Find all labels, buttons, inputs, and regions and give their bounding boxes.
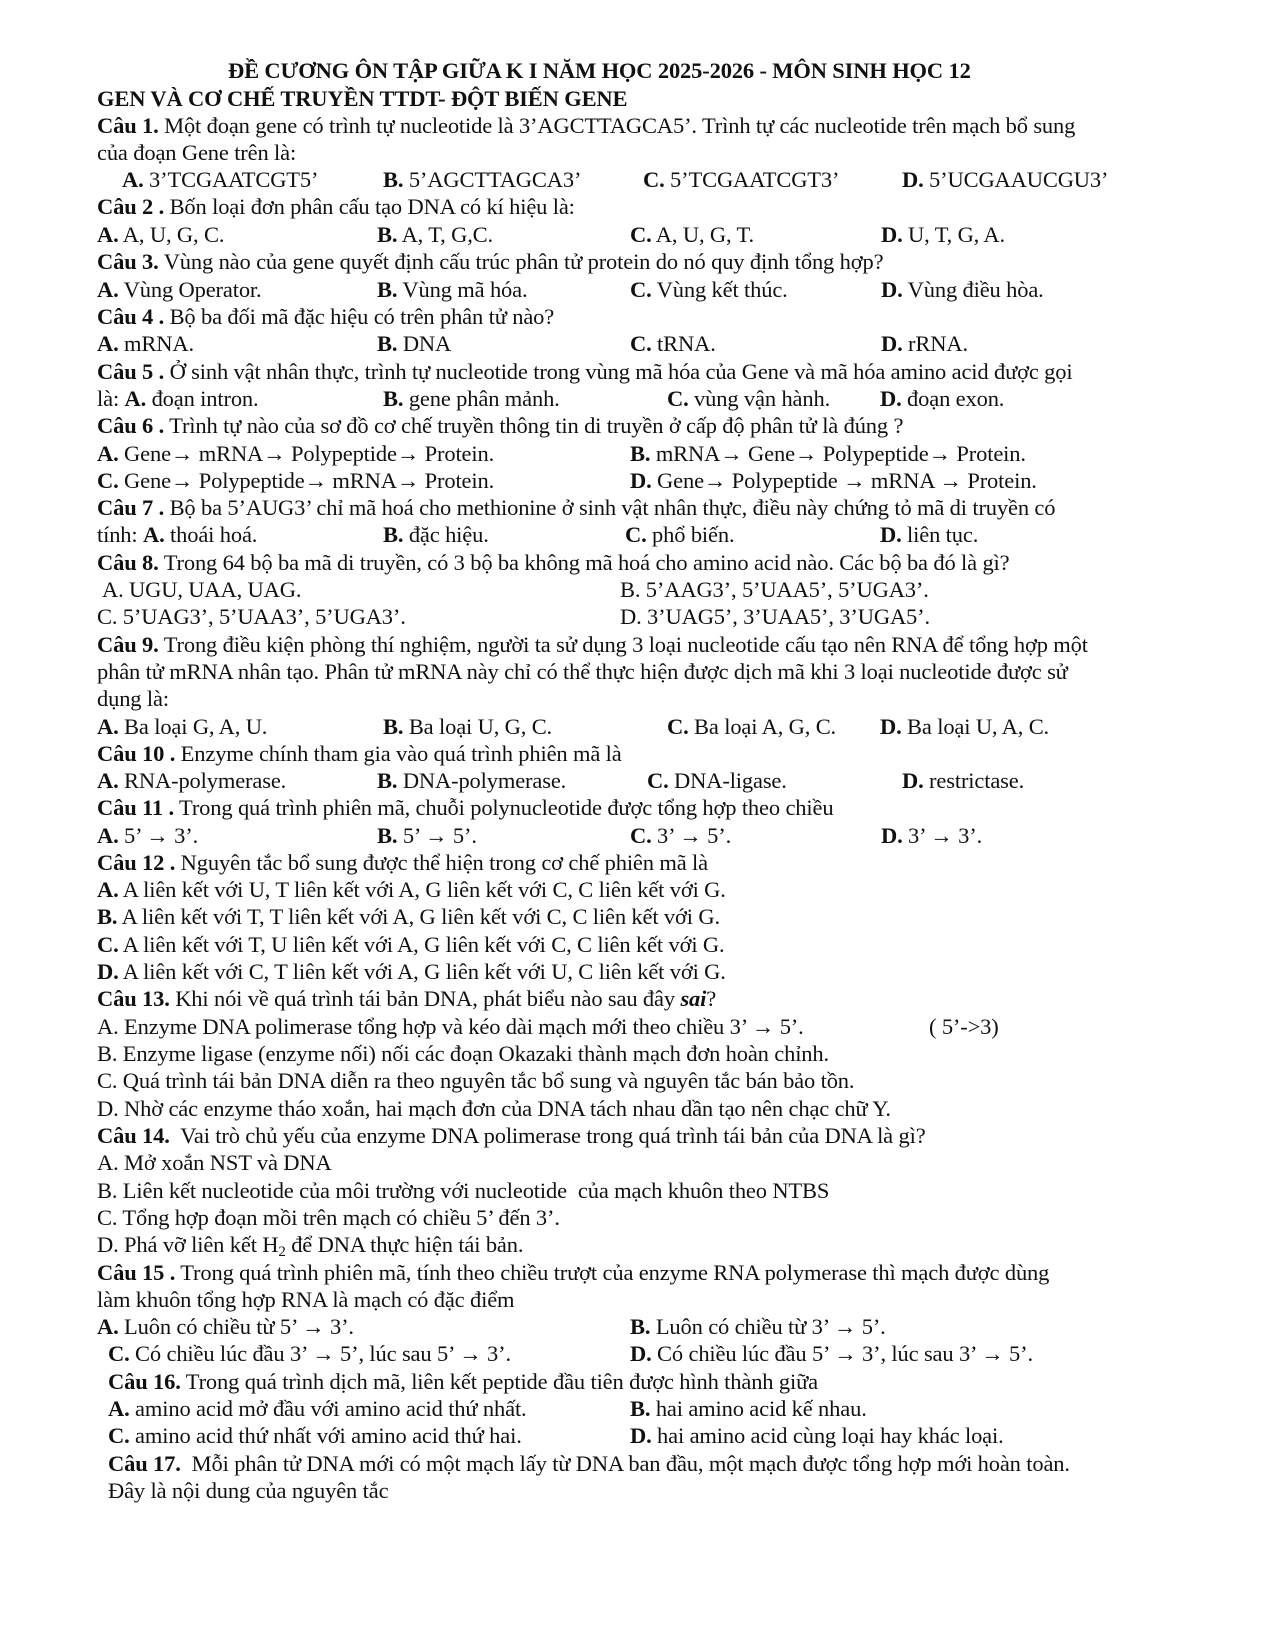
option-letter: D. [880,522,902,547]
option-c [97,467,494,495]
option-text: 5’UCGAAUCGU3’ [923,167,1109,192]
option-a: A. UGU, UAA, UAG. [102,577,302,602]
option-b [377,330,451,358]
option-text: amino acid mở đầu với amino acid thứ nhất. [129,1396,527,1421]
option-a [97,330,194,358]
question-number: Câu 10 . [97,741,176,766]
option-text: phổ biến. [646,522,735,547]
question-number: Câu 3. [97,249,159,274]
question-mark: ? [706,986,717,1011]
question-5-stem [97,358,1072,386]
option-text: Vùng Operator. [118,277,262,302]
option-a [122,166,318,194]
question-9-stem [97,631,1088,659]
option-text: Ba loại U, A, C. [901,714,1050,739]
option-letter: A. [97,1314,119,1339]
question-5-stem-cont [97,385,259,413]
option-b [377,767,566,795]
option-d [880,521,978,549]
option-a [108,1395,527,1423]
option-letter: C. [667,386,689,411]
subscript: 2 [278,1244,286,1260]
option-letter: B. [377,768,398,793]
option-letter: D. [881,331,903,356]
option-letter: D. [902,768,924,793]
question-11-stem [97,794,833,822]
option-letter: C. [630,277,652,302]
option-text: amino acid thứ nhất với amino acid thứ hai. [129,1423,522,1448]
question-text: Nguyên tắc bổ sung được thể hiện trong cơ chế phiên mã là [175,850,708,875]
option-text: A liên kết với C, T liên kết với A, G liên kết với U, C liên kết với G. [118,959,726,984]
question-text: Enzyme chính tham gia vào quá trình phiên mã là [175,741,622,766]
option-a [97,221,224,249]
option-d [880,713,1049,741]
option-text: A liên kết với T, U liên kết với A, G liên kết với C, C liên kết với G. [118,932,725,957]
option-b [630,1395,867,1423]
option-text: RNA-polymerase. [118,768,287,793]
option-text: A, T, G,C. [397,222,493,247]
option-b [383,713,552,741]
option-d [881,822,982,850]
option-letter: D. [97,959,119,984]
option-text: 5’AGCTTAGCA3’ [403,167,582,192]
option-letter: B. [97,904,118,929]
option-letter: A. [97,877,119,902]
question-14-stem [97,1122,926,1150]
question-text: Bộ ba 5’AUG3’ chỉ mã hoá cho methionine ở sinh vật nhân thực, điều này chứng tỏ mã di truyền có [164,495,1056,520]
option-text: hai amino acid cùng loại hay khác loại. [651,1423,1004,1448]
option-a [97,1313,354,1341]
option-b [383,521,489,549]
option-b [630,1313,886,1341]
option-text: 3’TCGAATCGT5’ [143,167,319,192]
question-4-stem [97,303,554,331]
option-text: đoạn intron. [146,386,259,411]
question-10-stem [97,740,622,768]
question-number: Câu 8. [97,550,159,575]
option-b [377,221,493,249]
option-c: C. Tổng hợp đoạn mồi trên mạch có chiều 5’ đến 3’. [97,1205,560,1230]
option-letter: D. [630,1341,652,1366]
question-8-stem [97,549,1010,577]
option-text: hai amino acid kế nhau. [650,1396,867,1421]
option-b [630,440,1026,468]
option-b: B. Enzyme ligase (enzyme nối) nối các đoạn Okazaki thành mạch đơn hoàn chỉnh. [97,1041,829,1066]
option-text: 3’ → 5’. [651,823,732,848]
option-letter: D. [630,1423,652,1448]
question-text: Vùng nào của gene quyết định cấu trúc phân tử protein do nó quy định tổng hợp? [158,249,884,274]
question-text: Mỗi phân tử DNA mới có một mạch lấy từ DNA ban đầu, một mạch được tổng hợp mới hoàn toàn. [180,1451,1070,1476]
option-letter: D. [902,167,924,192]
question-number: Câu 14. [97,1123,170,1148]
option-c [630,276,788,304]
option-text: Vùng kết thúc. [651,277,788,302]
option-letter: C. [630,823,652,848]
option-letter: C. [97,468,119,493]
option-c [108,1422,522,1450]
option-letter: A. [97,714,119,739]
option-text: A, U, G, T. [651,222,754,247]
question-number: Câu 4 . [97,304,165,329]
question-text: Trình tự nào của sơ đồ cơ chế truyền thông tin di truyền ở cấp độ phân tử là đúng ? [164,413,904,438]
question-text: Trong quá trình phiên mã, chuỗi polynucleotide được tổng hợp theo chiều [173,795,834,820]
question-1-stem-cont: của đoạn Gene trên là: [97,140,297,165]
option-letter: D. [630,468,652,493]
option-text: Ba loại A, G, C. [688,714,837,739]
option-letter: A. [97,768,119,793]
question-text: Ở sinh vật nhân thực, trình tự nucleotide trong vùng mã hóa của Gene và mã hóa amino acid được gọi [164,359,1073,384]
option-letter: C. [643,167,665,192]
option-text: Luôn có chiều từ 5’ → 3’. [118,1314,354,1339]
question-text: là: [97,386,125,411]
option-letter: A. [97,441,119,466]
question-15-stem [97,1259,1049,1287]
option-c [630,221,754,249]
option-b [97,903,720,931]
option-letter: C. [625,522,647,547]
question-number: Câu 15 . [97,1260,176,1285]
option-text: mRNA. [118,331,194,356]
question-number: Câu 5 . [97,359,165,384]
option-text: A liên kết với T, T liên kết với A, G liên kết với C, C liên kết với G. [117,904,720,929]
question-number: Câu 2 . [97,194,165,219]
option-text: Luôn có chiều từ 3’ → 5’. [650,1314,886,1339]
option-c [630,822,731,850]
option-letter: C. [630,222,652,247]
option-letter: B. [630,441,651,466]
option-a: A. Mở xoắn NST và DNA [97,1150,332,1175]
option-d: D. Nhờ các enzyme tháo xoắn, hai mạch đơn của DNA tách nhau dần tạo nên chạc chữ Y. [97,1096,891,1121]
question-text: Trong quá trình phiên mã, tính theo chiều trượt của enzyme RNA polymerase thì mạch được dùng [175,1260,1050,1285]
option-text: tRNA. [651,331,716,356]
option-b [377,276,527,304]
option-letter: B. [377,222,398,247]
option-b [383,385,560,413]
option-letter: C. [97,932,119,957]
option-letter: C. [647,768,669,793]
option-letter: C. [108,1341,130,1366]
option-c [647,767,787,795]
option-letter: B. [630,1314,651,1339]
option-text: đặc hiệu. [403,522,489,547]
option-text: DNA [397,331,452,356]
option-text: A liên kết với U, T liên kết với A, G liên kết với C, C liên kết với G. [118,877,726,902]
question-number: Câu 17. [108,1451,181,1476]
option-d [880,385,1004,413]
option-letter: B. [377,331,398,356]
option-d [902,767,1024,795]
option-text: 5’ → 5’. [397,823,477,848]
question-17-stem [108,1450,1070,1478]
option-text: Vùng điều hòa. [902,277,1044,302]
option-c [630,330,716,358]
option-letter: C. [667,714,689,739]
question-text: tính: [97,522,143,547]
option-d [902,166,1108,194]
option-c [643,166,839,194]
question-number: Câu 9. [97,632,159,657]
question-12-stem [97,849,708,877]
question-text: Trong điều kiện phòng thí nghiệm, người ta sử dụng 3 loại nucleotide cấu tạo nên RNA để tổng hợp một [158,632,1088,657]
option-letter: D. [881,222,903,247]
option-c [667,385,830,413]
option-letter: B. [383,714,404,739]
option-b: B. 5’AAG3’, 5’UAA5’, 5’UGA3’. [620,577,929,602]
option-letter: D. [880,714,902,739]
option-letter: A. [97,277,119,302]
question-number: Câu 12 . [97,850,176,875]
option-letter: D. [881,823,903,848]
option-text: D. Phá vỡ liên kết H [97,1232,279,1257]
option-a [97,822,198,850]
page-title: ĐỀ CƯƠNG ÔN TẬP GIỮA K I NĂM HỌC 2025-2026 - MÔN SINH HỌC 12 [228,58,971,83]
question-7-stem-cont [97,521,257,549]
option-text: đoạn exon. [901,386,1005,411]
option-text: Vùng mã hóa. [397,277,528,302]
question-7-stem [97,494,1055,522]
option-letter: A. [142,522,165,547]
question-1-stem [97,112,1075,140]
question-17-stem-cont: Đây là nội dung của nguyên tắc [108,1478,389,1503]
option-c [97,931,725,959]
question-16-stem [108,1368,818,1396]
option-text: DNA-ligase. [668,768,787,793]
question-9-stem-cont: phân tử mRNA nhân tạo. Phân tử mRNA này chỉ có thể thực hiện được dịch mã khi 3 loại nucleotide được sử [97,659,1068,684]
option-d [881,330,968,358]
option-text: 5’ → 3’. [118,823,199,848]
question-number: Câu 13. [97,986,170,1011]
question-2-stem [97,193,575,221]
option-text: thoái hoá. [164,522,258,547]
question-6-stem [97,412,903,440]
option-a [97,713,267,741]
option-text: DNA-polymerase. [397,768,567,793]
question-text: Trong 64 bộ ba mã di truyền, có 3 bộ ba không mã hoá cho amino acid nào. Các bộ ba đó là gì? [158,550,1010,575]
option-letter: A. [122,167,144,192]
option-letter: B. [383,167,404,192]
option-text: restrictase. [923,768,1025,793]
option-c: C. Quá trình tái bản DNA diễn ra theo nguyên tắc bổ sung và nguyên tắc bán bảo tồn. [97,1068,855,1093]
option-text: liên tục. [901,522,979,547]
option-letter: B. [377,823,398,848]
option-text: 3’ → 3’. [902,823,983,848]
option-letter: A. [124,386,147,411]
question-3-stem [97,248,883,276]
option-letter: D. [881,277,903,302]
option-letter: A. [97,222,119,247]
option-a [97,767,286,795]
option-letter: C. [108,1423,130,1448]
option-b [383,166,581,194]
option-text: rRNA. [902,331,968,356]
option-d [630,467,1037,495]
option-text: Gene→ mRNA→ Polypeptide→ Protein. [118,441,495,466]
option-text: Gene→ Polypeptide → mRNA → Protein. [651,468,1037,493]
option-d [97,958,726,986]
option-a [97,276,262,304]
option-letter: A. [108,1396,130,1421]
question-text: Trong quá trình dịch mã, liên kết peptide đầu tiên được hình thành giữa [180,1369,818,1394]
option-letter: B. [383,386,404,411]
option-text: mRNA→ Gene→ Polypeptide→ Protein. [650,441,1026,466]
question-text: Khi nói về quá trình tái bản DNA, phát biểu nào sau đây [169,986,681,1011]
option-letter: B. [377,277,398,302]
option-text: Ba loại G, A, U. [118,714,268,739]
option-a [97,876,726,904]
option-text: Gene→ Polypeptide→ mRNA→ Protein. [118,468,495,493]
option-d [881,276,1044,304]
handwritten-note: ( 5’->3) [929,1014,999,1039]
option-letter: C. [630,331,652,356]
emphasis-word: sai [680,986,707,1011]
question-text: Bốn loại đơn phân cấu tạo DNA có kí hiệu là: [164,194,575,219]
option-d [630,1422,1004,1450]
question-number: Câu 16. [108,1369,181,1394]
option-a: A. Enzyme DNA polimerase tổng hợp và kéo dài mạch mới theo chiều 3’ → 5’. [97,1014,804,1039]
option-text: vùng vận hành. [688,386,831,411]
option-letter: A. [97,331,119,356]
question-9-stem-cont-2: dụng là: [97,686,169,711]
option-text: Có chiều lúc đầu 5’ → 3’, lúc sau 3’ → 5’. [651,1341,1033,1366]
option-text: A, U, G, C. [118,222,225,247]
option-d: D. 3’UAG5’, 3’UAA5’, 3’UGA5’. [620,604,930,629]
option-b: B. Liên kết nucleotide của môi trường với nucleotide của mạch khuôn theo NTBS [97,1178,830,1203]
option-b [377,822,477,850]
option-letter: B. [630,1396,651,1421]
question-number: Câu 7 . [97,495,165,520]
option-c: C. 5’UAG3’, 5’UAA3’, 5’UGA3’. [97,604,406,629]
option-text: để DNA thực hiện tái bản. [285,1232,524,1257]
question-number: Câu 6 . [97,413,165,438]
question-number: Câu 1. [97,113,159,138]
option-letter: D. [880,386,902,411]
option-text: gene phân mảnh. [403,386,560,411]
question-text: Một đoạn gene có trình tự nucleotide là 3’AGCTTAGCA5’. Trình tự các nucleotide trên mạch bổ sung [158,113,1076,138]
option-text: Có chiều lúc đầu 3’ → 5’, lúc sau 5’ → 3’. [129,1341,511,1366]
option-letter: A. [97,823,119,848]
option-c [667,713,836,741]
option-text: Ba loại U, G, C. [403,714,553,739]
option-c [108,1340,511,1368]
option-d [630,1340,1033,1368]
option-text: U, T, G, A. [902,222,1005,247]
question-number: Câu 11 . [97,795,174,820]
option-c [625,521,734,549]
question-15-stem-cont: làm khuôn tổng hợp RNA là mạch có đặc điểm [97,1287,515,1312]
option-letter: B. [383,522,404,547]
option-text: 5’TCGAATCGT3’ [664,167,840,192]
page-subtitle: GEN VÀ CƠ CHẾ TRUYỀN TTDT- ĐỘT BIẾN GENE [97,86,628,111]
question-13-stem [97,985,716,1013]
question-text: Vai trò chủ yếu của enzyme DNA polimerase trong quá trình tái bản của DNA là gì? [169,1123,926,1148]
question-text: Bộ ba đối mã đặc hiệu có trên phân tử nào? [164,304,555,329]
option-a [97,440,494,468]
option-d [881,221,1005,249]
